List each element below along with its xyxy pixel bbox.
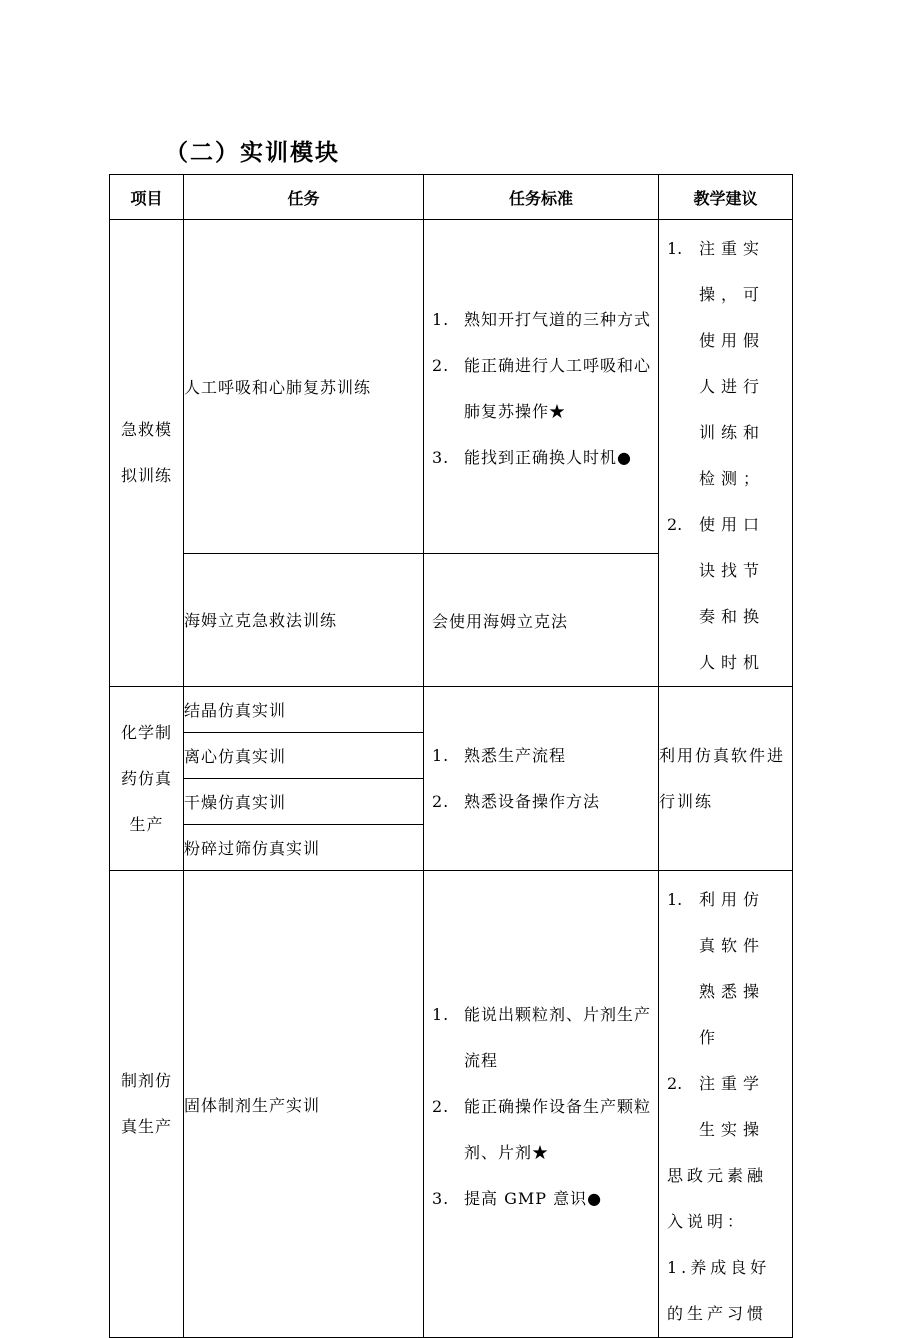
standard-list (424, 733, 658, 825)
list-text: 熟悉设备操作方法 (464, 791, 601, 811)
list-item (667, 1061, 786, 1153)
list-text: 提高 GMP 意识● (464, 1189, 603, 1208)
project-name-line: 化学制 (120, 722, 172, 742)
project-name (110, 710, 183, 848)
project-name-line: 生产 (129, 814, 164, 834)
project-name-line: 真生产 (120, 1117, 172, 1136)
list-number: 3. (432, 1189, 450, 1208)
list-item (432, 297, 652, 343)
task-cell: 结晶仿真实训 (184, 687, 424, 733)
list-text: 能正确进行人工呼吸和心肺复苏操作★ (464, 356, 652, 422)
task-cell: 离心仿真实训 (184, 733, 424, 779)
list-number: 2. (667, 1074, 683, 1093)
project-name (110, 407, 183, 499)
standard-text: 会使用海姆立克法 (432, 611, 569, 631)
list-text: 能正确操作设备生产颗粒剂、片剂★ (464, 1097, 652, 1162)
task-cell: 固体制剂生产实训 (184, 871, 424, 1338)
column-header-task: 任务 (184, 175, 424, 220)
list-item (432, 1176, 652, 1222)
list-number: 2. (432, 1097, 450, 1116)
training-module-table (109, 174, 793, 1338)
list-item (432, 435, 652, 481)
standard-list (424, 291, 658, 481)
list-text: 使用口诀找节奏和换人时机 (699, 515, 766, 672)
list-text: 注重实操，可使用假人进行训练和检测； (699, 239, 766, 488)
suggestion-cell: 利用仿真软件进行训练 (659, 687, 793, 871)
project-name-line: 制剂仿 (120, 1071, 172, 1090)
suggestion-list (659, 871, 792, 1153)
suggestion-cell (659, 220, 793, 687)
column-header-standard: 任务标准 (424, 175, 659, 220)
task-cell: 人工呼吸和心肺复苏训练 (184, 220, 424, 554)
list-number: 2. (667, 515, 683, 534)
project-name (110, 1058, 183, 1150)
list-text: 能说出颗粒剂、片剂生产流程 (464, 1005, 652, 1070)
list-text: 能找到正确换人时机● (464, 448, 632, 468)
task-cell: 海姆立克急救法训练 (184, 553, 424, 686)
list-item (667, 226, 786, 502)
list-item (432, 992, 652, 1084)
table-row (110, 871, 793, 1338)
suggestion-cell (659, 871, 793, 1338)
column-header-project: 项目 (110, 175, 184, 220)
standard-cell (424, 871, 659, 1338)
list-number: 2. (432, 356, 450, 376)
list-number: 1. (432, 310, 450, 330)
list-item (432, 1084, 652, 1176)
project-cell (110, 871, 184, 1338)
task-cell: 粉碎过筛仿真实训 (184, 825, 424, 871)
list-number: 3. (432, 448, 450, 468)
standard-list (424, 986, 658, 1222)
list-item (667, 502, 786, 686)
list-text: 熟悉生产流程 (464, 745, 567, 765)
list-text: 利用仿真软件熟悉操作 (699, 890, 766, 1047)
project-name-line: 药仿真 (120, 768, 172, 788)
list-item (432, 343, 652, 435)
task-cell: 干燥仿真实训 (184, 779, 424, 825)
project-cell (110, 220, 184, 687)
list-number: 2. (432, 791, 450, 811)
standard-cell (424, 220, 659, 554)
project-name-line: 拟训练 (120, 466, 172, 485)
project-cell (110, 687, 184, 871)
list-text: 熟知开打气道的三种方式 (464, 310, 652, 330)
table-header-row (110, 175, 793, 220)
list-number: 1. (667, 890, 683, 909)
list-item (432, 779, 652, 825)
table-row (110, 220, 793, 554)
list-item (432, 733, 652, 779)
suggestion-list (659, 220, 792, 686)
list-text: 注重学生实操 (699, 1074, 766, 1139)
list-number: 1. (667, 239, 683, 258)
column-header-suggestion: 教学建议 (659, 175, 793, 220)
standard-cell (424, 553, 659, 686)
ideology-note: 思政元素融入说明： (667, 1166, 768, 1231)
ideology-item: 1.养成良好的生产习惯 (667, 1258, 771, 1323)
table-row (110, 687, 793, 733)
list-number: 1. (432, 1005, 450, 1024)
section-heading: （二）实训模块 (165, 140, 340, 166)
list-item (667, 877, 786, 1061)
project-name-line: 急救模 (120, 420, 172, 439)
list-number: 1. (432, 745, 450, 765)
standard-cell (424, 687, 659, 871)
